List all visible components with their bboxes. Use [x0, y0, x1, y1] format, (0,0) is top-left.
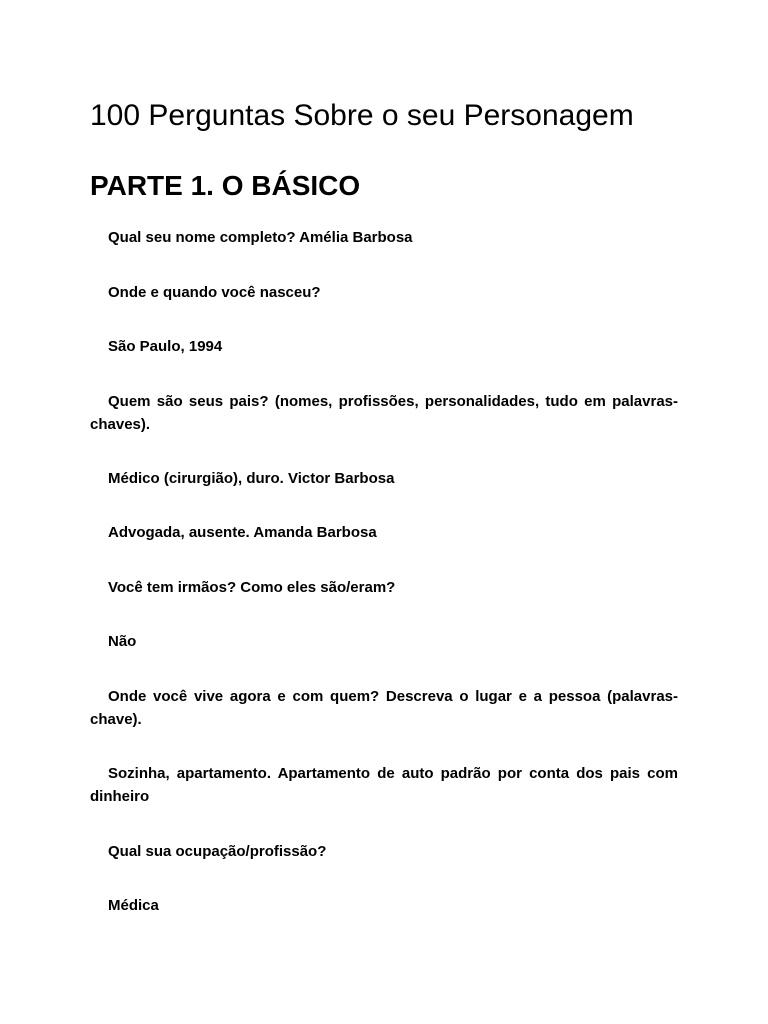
answer-father: Médico (cirurgião), duro. Victor Barbosa: [108, 470, 395, 487]
question-siblings: Você tem irmãos? Como eles são/eram?: [108, 579, 396, 596]
question-birth: Onde e quando você nasceu?: [108, 284, 321, 301]
question-parents: Quem são seus pais? (nomes, profissões, personalidades, tudo em palavras-chaves).: [90, 393, 678, 433]
section-heading: PARTE 1. O BÁSICO: [90, 170, 361, 201]
answer-residence: Sozinha, apartamento. Apartamento de auto padrão por conta dos pais com dinheiro: [90, 765, 678, 805]
question-full-name: Qual seu nome completo? Amélia Barbosa: [108, 229, 413, 246]
question-residence: Onde você vive agora e com quem? Descreva o lugar e a pessoa (palavras-chave).: [90, 688, 678, 728]
answer-siblings: Não: [108, 633, 137, 650]
answer-birth: São Paulo, 1994: [108, 338, 223, 355]
question-occupation: Qual sua ocupação/profissão?: [108, 843, 327, 860]
answer-occupation: Médica: [108, 897, 159, 914]
answer-mother: Advogada, ausente. Amanda Barbosa: [108, 524, 377, 541]
document-title: 100 Perguntas Sobre o seu Personagem: [90, 99, 634, 132]
